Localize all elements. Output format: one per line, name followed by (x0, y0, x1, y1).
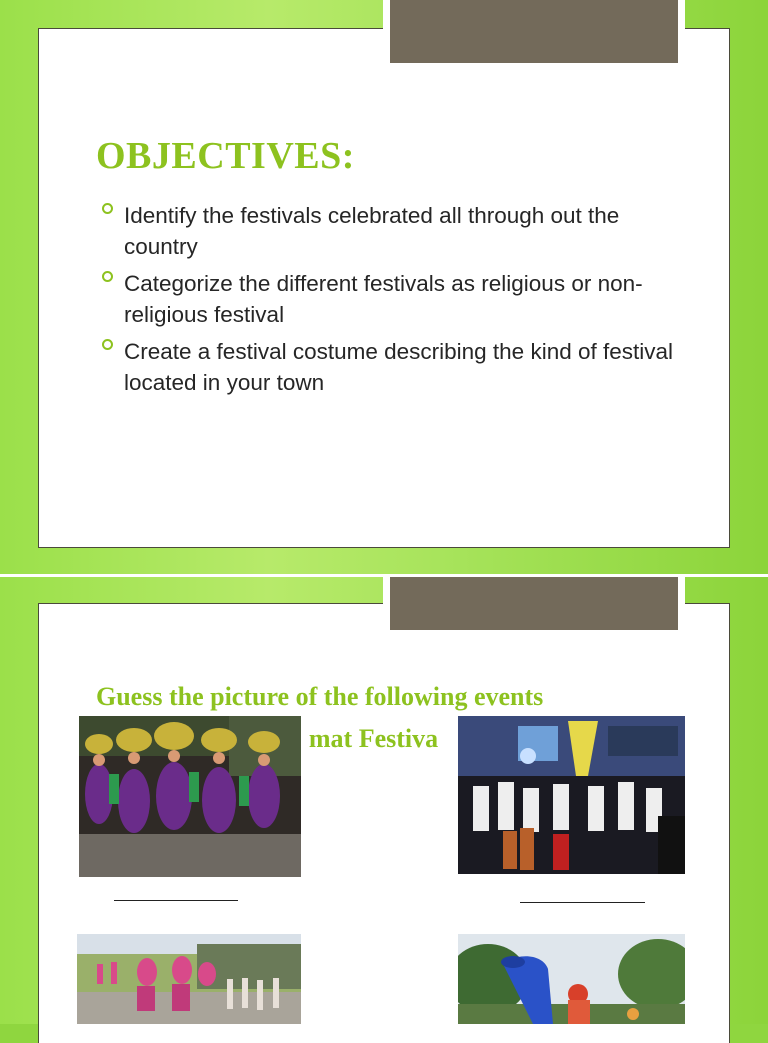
objective-text: Identify the festivals celebrated all through out the country (124, 203, 620, 259)
festival-photo-parade (77, 934, 301, 1024)
objective-text: Categorize the different festivals as religious or non-religious festival (124, 271, 643, 327)
answer-blank-1 (114, 900, 238, 901)
objective-item (100, 336, 680, 398)
slide1-header-tab (383, 0, 685, 70)
festival-photo-dancers (79, 716, 301, 877)
slide1-header-tab-fill (390, 0, 678, 63)
guess-heading-line2: mat Festiva (308, 724, 439, 753)
guess-heading: Guess the picture of the following events (96, 682, 544, 711)
objective-item (100, 200, 680, 262)
festival-photo-float (458, 934, 685, 1024)
slide2-header-tab-fill (390, 577, 678, 630)
objective-item (100, 268, 680, 330)
slide2-header-tab (383, 577, 685, 637)
hollow-circle-bullet-icon (102, 203, 113, 214)
festival-photo-band (458, 716, 685, 874)
hollow-circle-bullet-icon (102, 271, 113, 282)
objectives-list (100, 200, 680, 404)
objective-text: Create a festival costume describing the kind of festival located in your town (124, 339, 674, 395)
objectives-title: OBJECTIVES: (96, 135, 355, 177)
answer-blank-2 (520, 902, 645, 903)
hollow-circle-bullet-icon (102, 339, 113, 350)
